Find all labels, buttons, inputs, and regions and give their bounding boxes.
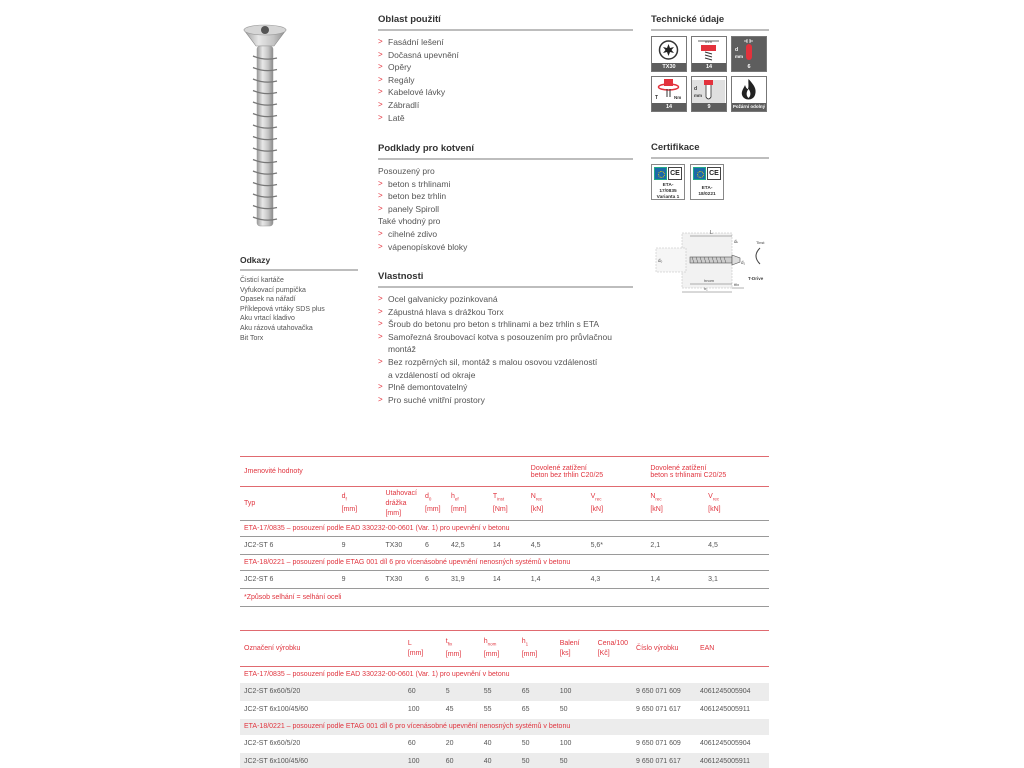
table-cell: 14 (489, 537, 527, 555)
column-header (704, 487, 769, 521)
ratings-footnote-row (240, 589, 769, 607)
column-header-name: V (590, 493, 596, 501)
property-item-continued: a vzdáleností od okraje (388, 369, 476, 380)
column-header-unit: [mm] (407, 649, 424, 657)
column-header (421, 487, 447, 521)
column-header-unit: [ks] (559, 649, 571, 657)
table-row (240, 537, 769, 555)
column-header-unit: [kN] (708, 505, 721, 513)
column-header-unit: [kN] (530, 505, 544, 513)
substrate-item: > beton s trhlinami (378, 178, 633, 191)
substrate-item: > vápenopískové bloky (378, 241, 633, 254)
technical-data-title: Technické údaje (651, 14, 769, 31)
table-row[interactable] (240, 753, 769, 768)
column-header-subscript: 0 (428, 496, 432, 502)
installation-diagram (652, 228, 777, 300)
svg-text:mm: mm (694, 93, 703, 98)
svg-text:mm: mm (705, 39, 712, 44)
approval-label: ETA-17/0835 – posouzení podle EAD 330232-00-0601 (Var. 1) pro upevnění v betonu (240, 521, 769, 537)
column-header-name: N (650, 493, 656, 501)
column-header-subscript: ef (454, 496, 459, 502)
column-header-unit: [mm] (483, 650, 500, 658)
column-header-name: T (492, 493, 498, 501)
column-header-name: d (425, 493, 429, 501)
column-header-name: EAN (699, 644, 715, 652)
table-cell (594, 735, 632, 753)
torx-drive-icon (652, 37, 685, 63)
related-link[interactable]: Čisticí kartáče (240, 277, 284, 284)
usage-item: > Fasádní lešení (378, 36, 633, 49)
head-width-icon (692, 37, 725, 63)
table-cell: 60 (442, 753, 480, 768)
certificate-badge (651, 164, 685, 200)
product-name-cell: JC2-ST 6x60/5/20 (244, 740, 301, 747)
column-header-subscript: 1 (525, 641, 529, 647)
product-type-cell: JC2-ST 6 (240, 537, 338, 555)
substrates-assessed-label: Posouzený pro (378, 166, 435, 176)
technical-icon-grid (651, 36, 769, 112)
table-cell: 4061245005904 (696, 683, 769, 701)
tile-caption: TX30 (652, 63, 686, 71)
tile-caption: 6 (732, 63, 766, 71)
table-cell (594, 701, 632, 719)
related-links-section (240, 255, 358, 343)
svg-text:d: d (694, 86, 698, 92)
column-header-unit: [kN] (650, 505, 663, 513)
column-header-unit: [mm] (425, 505, 441, 513)
table-cell: 4061245005911 (699, 706, 751, 713)
property-item-continued: montáž (388, 344, 416, 355)
column-header-subscript: rec (595, 496, 602, 502)
column-header (442, 631, 480, 667)
column-header-name: d (341, 493, 346, 501)
column-header-name: V (708, 493, 713, 501)
usage-list (378, 36, 633, 124)
column-header-name: Cena/100 (597, 639, 629, 647)
table-cell: 60 (404, 683, 442, 701)
properties-title: Vlastnosti (378, 271, 633, 288)
table-cell: 9 (338, 537, 382, 555)
table-row[interactable] (240, 735, 769, 753)
property-item: > Samořezná šroubovací kotva s posouzením pro průvlačnou (378, 331, 633, 344)
approval-label: ETA-18/0221 – posouzení podle ETAG 001 díl 6 pro vícenásobné upevnění nenosných systémů v betonu (240, 719, 769, 735)
ratings-section-label: Jmenovité hodnoty (240, 457, 527, 487)
table-cell: TX30 (381, 571, 421, 589)
table-cell: 4,5 (527, 537, 587, 555)
column-header (240, 487, 338, 521)
table-cell (594, 753, 632, 768)
table-cell: 5,6* (587, 537, 647, 555)
eota-logo-icon (654, 167, 667, 180)
table-cell: 6 (421, 537, 447, 555)
certification-title: Certifikace (651, 142, 769, 159)
column-header (556, 631, 594, 667)
column-header (447, 487, 489, 521)
table-cell (594, 683, 632, 701)
table-cell: 50 (559, 706, 568, 713)
approval-label: ETA-17/0835 – posouzení podle EAD 330232-00-0601 (Var. 1) pro upevnění v betonu (244, 671, 510, 679)
column-header-name: h (521, 638, 526, 646)
related-link[interactable]: Opasek na nářadí (240, 296, 296, 304)
substrates-section (378, 143, 633, 253)
usage-title: Oblast použití (378, 14, 633, 31)
table-cell: 3,1 (704, 571, 769, 589)
column-header-unit: [mm] (385, 509, 402, 517)
table-cell: 4,5 (704, 537, 769, 555)
table-cell: 4,3 (587, 571, 647, 589)
certificate-badge (690, 164, 724, 200)
certificate-number: ETA-17/0835 (659, 183, 677, 194)
products-column-header-row (240, 631, 769, 667)
column-header-unit: [Kč] (597, 649, 610, 657)
substrate-item: > panely Spiroll (378, 203, 633, 216)
product-name-cell: JC2-ST 6x100/45/60 (244, 706, 309, 713)
property-item: > Plně demontovatelný (378, 381, 633, 394)
table-cell: 20 (445, 740, 454, 747)
products-group-row (240, 719, 769, 735)
table-cell: 4061245005911 (696, 753, 769, 768)
column-header-subscript: rec (535, 496, 543, 502)
table-cell: 100 (407, 706, 420, 713)
table-cell: 9 650 071 609 (632, 683, 696, 701)
column-header-subscript: rec (712, 496, 720, 502)
ce-mark-icon: CE (707, 167, 721, 180)
column-header-subscript: inst (497, 496, 505, 502)
column-header-name: h (451, 493, 455, 501)
diagram-label-torque: Tinst (756, 240, 765, 245)
ratings-group-header-row (240, 457, 769, 487)
tile-caption: 9 (692, 103, 726, 111)
diagram-label-d0: d₀ (658, 258, 663, 263)
diagram-label-length: L (710, 230, 713, 236)
column-header (404, 631, 442, 667)
table-cell: 65 (521, 706, 530, 713)
product-image-screw (240, 14, 290, 232)
column-header-name: N (530, 493, 536, 501)
properties-section (378, 271, 633, 406)
related-link[interactable]: Aku rázová utahovačka (240, 324, 313, 332)
column-header-name: Označení výrobku (244, 644, 301, 652)
table-cell: 100 (559, 740, 572, 747)
certificate-number: ETA-18/0221 (698, 186, 716, 197)
table-cell: 65 (518, 683, 556, 701)
table-cell: 40 (483, 740, 492, 747)
usage-item: > Opěry (378, 61, 633, 74)
table-cell: 60 (407, 740, 416, 747)
table-cell: 6 (421, 571, 447, 589)
diagram-label-tfix: tfix (734, 282, 740, 287)
properties-list (378, 293, 633, 406)
table-cell: 50 (518, 753, 556, 768)
ratings-footnote: *Způsob selhání = selhání oceli (240, 589, 769, 607)
column-header (696, 631, 769, 667)
substrate-item: > beton bez trhlin (378, 190, 633, 203)
substrate-item: > cihelné zdivo (378, 228, 633, 241)
tile-fire-resistance (731, 76, 767, 112)
tile-caption: Požární odolný (732, 104, 766, 109)
table-cell: 5 (442, 683, 480, 701)
column-header-unit: [Nm] (492, 505, 508, 513)
property-item: > Pro suché vnitřní prostory (378, 394, 633, 407)
svg-text:d: d (735, 47, 739, 53)
table-cell: 1,4 (527, 571, 587, 589)
tile-clearance-hole (691, 76, 727, 112)
diagram-label-d1: d₁ (741, 260, 746, 265)
column-header (518, 631, 556, 667)
tile-torque (651, 76, 687, 112)
usage-item: > Latě (378, 112, 633, 125)
column-header (381, 487, 421, 521)
drill-diameter-icon (732, 37, 765, 63)
column-header-subscript: nom (487, 641, 497, 647)
fire-resistance-icon (732, 77, 765, 103)
table-cell: 31,9 (447, 571, 489, 589)
ratings-group-row (240, 521, 769, 537)
ratings-column-header-row (240, 487, 769, 521)
tile-head-width (691, 36, 727, 72)
approval-label: ETA-18/0221 – posouzení podle ETAG 001 díl 6 pro vícenásobné upevnění nenosných systémů v betonu (240, 555, 769, 571)
installation-torque-icon (652, 77, 685, 103)
diagram-label-h1: h₁ (704, 286, 708, 291)
column-header-unit: [kN] (590, 505, 604, 513)
table-cell: 40 (480, 753, 518, 768)
column-header-unit: [mm] (521, 650, 538, 658)
column-header-unit: [mm] (341, 505, 358, 513)
related-links-list (240, 276, 358, 343)
table-row (240, 571, 769, 589)
substrates-title: Podklady pro kotvení (378, 143, 633, 160)
table-cell: 55 (480, 683, 518, 701)
table-cell: TX30 (381, 537, 421, 555)
usage-item: > Zábradlí (378, 99, 633, 112)
usage-item: > Regály (378, 74, 633, 87)
table-row[interactable] (240, 683, 769, 701)
table-cell: 42,5 (447, 537, 489, 555)
table-cell: 9 (338, 571, 382, 589)
column-header (594, 631, 632, 667)
column-header-unit: [mm] (451, 505, 467, 513)
column-header (480, 631, 518, 667)
product-type-cell: JC2-ST 6 (240, 571, 338, 589)
related-links-title: Odkazy (240, 255, 358, 271)
column-header (527, 487, 587, 521)
svg-text:mm: mm (735, 54, 744, 59)
related-link[interactable]: Bit Torx (240, 334, 264, 342)
table-cell: 2,1 (646, 537, 704, 555)
table-cell: 4061245005904 (699, 740, 751, 747)
tile-drive (651, 36, 687, 72)
diagram-label-dk: dₖ (734, 239, 739, 244)
column-header-name: t (445, 638, 448, 646)
ratings-group-uncracked: Dovolené zatížení beton bez trhlin C20/25 (527, 457, 647, 487)
table-cell: 100 (556, 683, 594, 701)
substrates-suitable-label: Také vhodný pro (378, 216, 441, 227)
column-header-name: Typ (244, 499, 256, 507)
ratings-table (240, 456, 769, 607)
usage-section (378, 14, 633, 124)
property-item: > Šroub do betonu pro beton s trhlinami a bez trhlin s ETA (378, 318, 633, 331)
property-item: > Bez rozpěrných sil, montáž s malou osovou vzdáleností (378, 356, 633, 369)
table-cell: 9 650 071 617 (632, 753, 696, 768)
table-cell: 45 (445, 706, 454, 713)
ratings-group-cracked: Dovolené zatížení beton s trhlinami C20/25 (646, 457, 769, 487)
certification-section (651, 142, 769, 200)
tile-drill-diameter (731, 36, 767, 72)
substrates-list (378, 165, 633, 253)
products-table (240, 630, 769, 768)
property-item: > Zápustná hlava s drážkou Torx (378, 306, 633, 319)
svg-text:T: T (655, 95, 659, 101)
table-cell: 50 (521, 740, 530, 747)
products-group-row (240, 667, 769, 683)
table-cell: 9 650 071 609 (636, 740, 681, 747)
related-link[interactable]: Vyfukovací pumpička (240, 286, 306, 294)
tile-caption: 14 (652, 103, 686, 111)
clearance-hole-icon (692, 77, 725, 103)
product-name-cell: JC2-ST 6x60/5/20 (240, 683, 404, 701)
column-header (632, 631, 696, 667)
svg-text:Nm: Nm (674, 95, 682, 100)
table-cell: 9 650 071 617 (636, 706, 681, 713)
column-header (338, 487, 382, 521)
tile-caption: 14 (692, 63, 726, 71)
column-header (489, 487, 527, 521)
table-cell: 1,4 (646, 571, 704, 589)
column-header (646, 487, 704, 521)
column-header-name: L (407, 639, 412, 647)
column-header-subscript: rec (655, 496, 662, 502)
column-header-name: h (483, 638, 488, 646)
column-header-subscript: fix (447, 641, 453, 647)
product-name-cell: JC2-ST 6x100/45/60 (240, 753, 404, 768)
technical-data-section (651, 14, 769, 112)
column-header (240, 631, 404, 667)
column-header-subscript: f (345, 496, 347, 502)
ratings-group-row (240, 555, 769, 571)
column-header-unit: [mm] (445, 650, 462, 658)
table-row[interactable] (240, 701, 769, 719)
eota-logo-icon (693, 167, 706, 180)
diagram-label-hnom: hnom (704, 278, 715, 283)
diagram-label-drive: T-Drive (748, 276, 764, 281)
column-header-name: Balení (559, 639, 580, 647)
related-link[interactable]: Aku vrtací kladivo (240, 315, 295, 323)
table-cell: 55 (483, 706, 492, 713)
related-link[interactable]: Příklepová vrtáky SDS plus (240, 305, 325, 313)
column-header-name: Číslo výrobku (636, 644, 679, 652)
table-cell: 100 (404, 753, 442, 768)
usage-item: > Kabelové lávky (378, 86, 633, 99)
column-header-name: Utahovací drážka (385, 489, 418, 507)
column-header (587, 487, 647, 521)
usage-item: > Dočasná upevnění (378, 49, 633, 62)
table-cell: 50 (556, 753, 594, 768)
certificate-variant: Varianta 1 (656, 195, 680, 200)
table-cell: 14 (489, 571, 527, 589)
property-item: > Ocel galvanicky pozinkovaná (378, 293, 633, 306)
ce-mark-icon: CE (668, 167, 682, 180)
